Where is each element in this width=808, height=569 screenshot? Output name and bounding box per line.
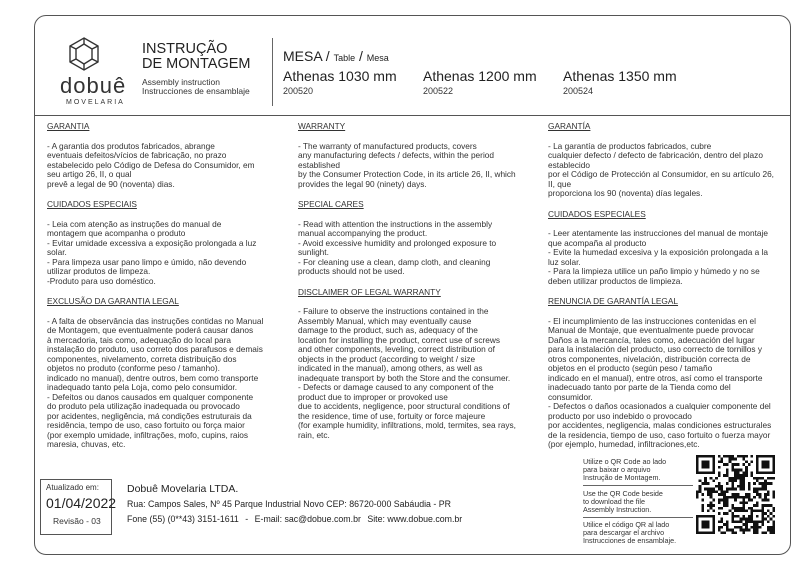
section-title: DISCLAIMER OF LEGAL WARRANTY [298, 286, 441, 297]
product-sep-1: / [325, 48, 330, 64]
product-sep-2: / [358, 48, 363, 64]
section-title: RENUNCIA DE GARANTÍA LEGAL [548, 296, 679, 306]
product-en: Table [333, 53, 356, 63]
subtitle-es: Instrucciones de ensamblaje [142, 86, 250, 96]
column-portuguese [47, 122, 295, 461]
qr-note-pt: Utilize o QR Code ao lado para baixar o arquivo Instrução de Montagem. [583, 458, 693, 486]
company-contact [127, 514, 466, 524]
document-subtitle [142, 78, 250, 96]
brand-subtitle: MOVELARIA [66, 99, 125, 106]
email-link[interactable]: E-mail: sac@dobue.com.br [254, 514, 361, 524]
product-name [283, 48, 389, 64]
column-english [298, 122, 550, 451]
model-code: 200524 [563, 86, 594, 96]
section-title: CUIDADOS ESPECIAIS [47, 199, 137, 209]
phone: Fone (55) (0**43) 3151-1611 [127, 514, 239, 524]
section-text: - A falta de observância das instruções contidas no Manual de Montagem, que eventualmente poderá causar danos à mercadoria, tais como, adequação do local para instalação do produto, uso correto dos parafusos e demais componentes, nivelamento, correta distribuição dos objetos no produto (conforme peso / tamanho). indicado no manual), dentre outros, bem como transporte inadequado tanto pela Loja, como pelo consumidor. - Defeitos ou danos causados em qualquer componente do produto pela utilização inadequada ou provocado por acidentes, negligência, má condições estruturais da residência, tempo de uso, caso fortuito ou força maior (por exemplo umidade, infiltrações, mofo, cupins, raios maresia, chuvas, etc. [47, 315, 264, 449]
model-name: Athenas 1030 mm [283, 68, 397, 84]
contact-separator: - [245, 514, 249, 524]
section-text: - The warranty of manufactured products, covers any manufacturing defects / defects, within the period established by the Consumer Protection Code, in its article 26, II, which provides the legal 90 (ninety) days. [298, 140, 516, 189]
section-text: - A garantia dos produtos fabricados, abrange eventuais defeitos/vícios de fabricação, no prazo estabelecido pelo Código de Defesa do Consumidor, em seu artigo 26, II, o qual prevê a legal de 90 (noventa) dias. [47, 140, 255, 189]
revision-number: Revisão - 03 [53, 516, 101, 526]
section-title: CUIDADOS ESPECIALES [548, 208, 646, 219]
subtitle-en: Assembly instruction [142, 77, 220, 87]
document-title [142, 42, 250, 72]
company-address: Rua: Campos Sales, Nº 45 Parque Industrial Novo CEP: 86720-000 Sabáudia - PR [127, 499, 451, 509]
product-es: Mesa [366, 53, 389, 63]
header-divider [34, 115, 791, 116]
updated-label: Atualizado em: [46, 483, 99, 492]
section-text: - Leer atentamente las instrucciones del manual de montaje que acompaña al producto - Evite la humedad excesiva y la exposición prolongada a la luz solar. - Para la limpieza utilice un paño limpio y húmedo y no se deben utilizar productos de limpieza. [548, 228, 768, 286]
qr-code-icon[interactable] [696, 455, 775, 534]
column-spanish [548, 122, 776, 461]
qr-note-en: Use the QR Code beside to download the file Assembly Instruction. [583, 490, 693, 518]
company-name: Dobuê Movelaria LTDA. [127, 483, 239, 495]
section-title: WARRANTY [298, 121, 346, 131]
model-name: Athenas 1350 mm [563, 68, 677, 84]
section-text: - La garantía de productos fabricados, cubre cualquier defecto / defecto de fabricación, dentro del plazo establecido por el Código de Protección al Consumidor, en su artículo 26, II, que proporciona los 90 (noventa) días legales. [548, 140, 774, 198]
brand-name: dobuê [60, 73, 127, 98]
section-title: SPECIAL CARES [298, 199, 364, 209]
title-line-1: INSTRUÇÃO [142, 41, 228, 57]
title-line-2: DE MONTAGEM [142, 56, 251, 72]
section-title: EXCLUSÃO DA GARANTIA LEGAL [47, 296, 179, 306]
section-text: - El incumplimiento de las instrucciones contenidas en el Manual de Montaje, que eventualmente puede provocar Daños a la mercancía, tales como, adecuación del lugar para la instalación del producto, uso correcto de tornillos y otros componentes, nivelación, distribución correcta de objetos en el producto (según peso / tamaño indicado en el manual), entre otros, así como el transporte inadecuado tanto por parte de la Tienda como del consumidor. - Defectos o daños ocasionados a cualquier componente del producto por uso indebido o provocado por accidentes, negligencia, malas condiciones estructurales de la residencia, tiempo de uso, caso fortuito o fuerza mayor (por ejemplo, humedad, infiltraciones,etc. [548, 315, 772, 449]
model-code: 200522 [423, 86, 454, 96]
website-link[interactable]: Site: www.dobue.com.br [367, 514, 463, 524]
header-vertical-divider [272, 38, 273, 106]
section-text: - Read with attention the instructions in the assembly manual accompanying the product. - Avoid excessive humidity and prolonged exposure to sunlight. - For cleaning use a clean, damp cloth, and cleaning products should not be used. [298, 218, 497, 276]
qr-note-es: Utilice el código QR al lado para descargar el archivo Instrucciones de ensamblaje. [583, 520, 677, 545]
section-text: - Failure to observe the instructions contained in the Assembly Manual, which may eventually cause damage to the product, such as, adequacy of the location for installing the product, correct use of screws and other components, leveling, correct distribution of objects in the product (according to weight / size indicated in the manual), among others, as well as inadequate transport by both the Store and the consumer. - Defects or damage caused to any component of the product due to improper or provoked use due to accidents, negligence, poor structural conditions of the residence, time of use, fortuity or force majeure (for example humidity, infiltrations, mold, termites, sea rays, rain, etc. [298, 306, 516, 440]
section-text: - Leia com atenção as instruções do manual de montagem que acompanha o produto - Evitar umidade excessiva a exposição prolongada a luz solar. - Para limpeza usar pano limpo e úmido, não devendo utilizar produtos de limpeza. -Produto para uso doméstico. [47, 218, 257, 286]
model-code: 200520 [283, 86, 314, 96]
section-title: GARANTÍA [548, 121, 591, 131]
updated-date: 01/04/2022 [46, 495, 117, 511]
section-title: GARANTIA [47, 121, 90, 131]
product-main: MESA [283, 48, 322, 64]
model-name: Athenas 1200 mm [423, 68, 537, 84]
